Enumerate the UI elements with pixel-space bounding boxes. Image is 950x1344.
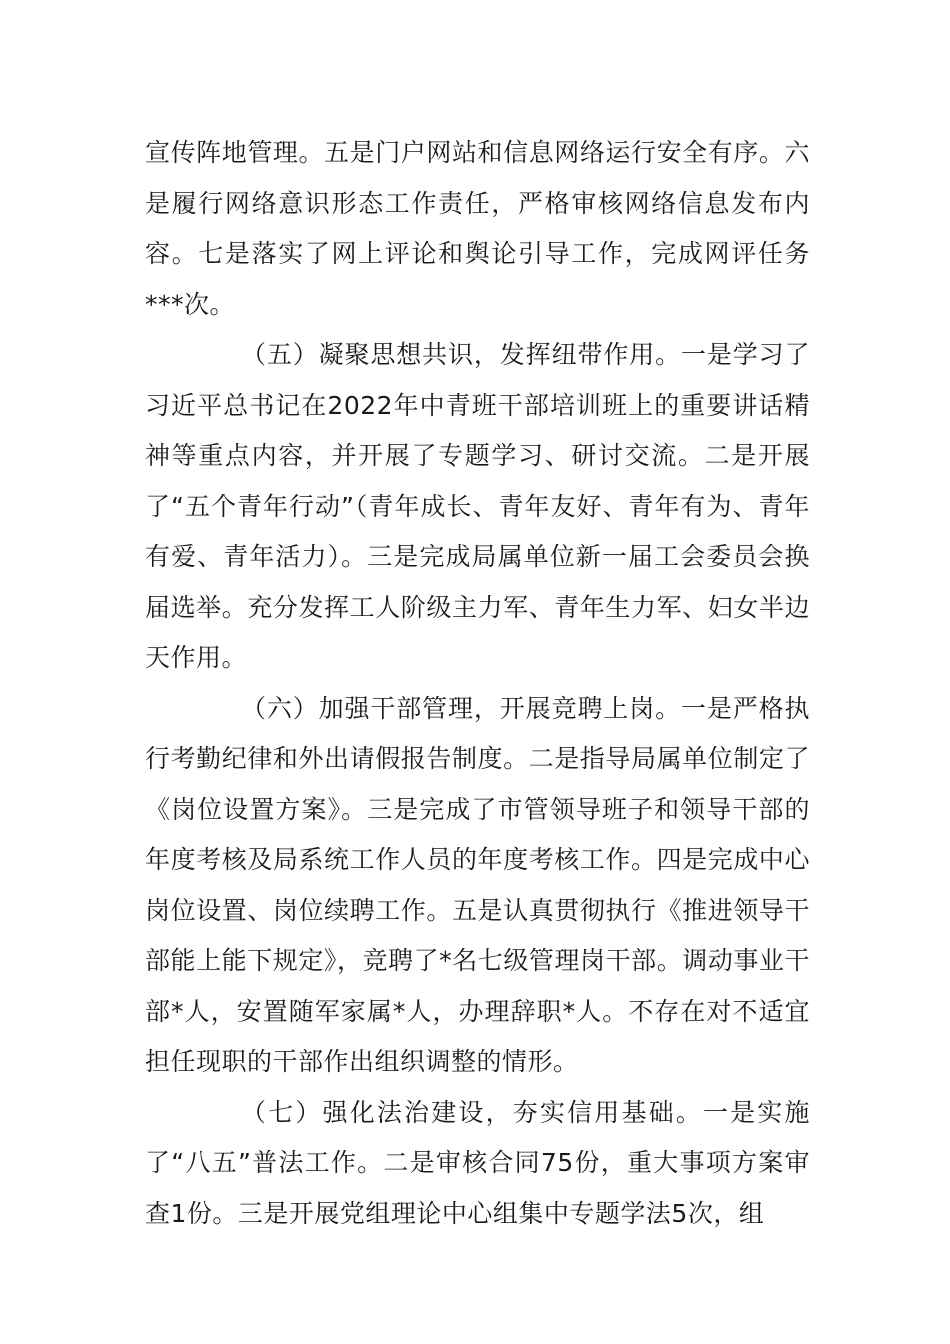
paragraph-section-5: （五）凝聚思想共识，发挥纽带作用。一是学习了习近平总书记在2022年中青班干部培训班上的重要讲话精神等重点内容，并开展了专题学习、研讨交流。二是开展了“五个青年行动”（青年成长、青年友好、青年有为、青年有爱、青年活力）。三是完成局属单位新一届工会委员会换届选举。充分发挥工人阶级主力军、青年生力军、妇女半边天作用。 xyxy=(145,340,810,672)
paragraph-section-7: （七）强化法治建设，夯实信用基础。一是实施了“八五”普法工作。二是审核合同75份，重大事项方案审查1份。三是开展党组理论中心组集中专题学法5次，组 xyxy=(145,1097,810,1228)
document-body xyxy=(145,128,810,1239)
paragraph-continued: 宣传阵地管理。五是门户网站和信息网络运行安全有序。六是履行网络意识形态工作责任，严格审核网络信息发布内容。七是落实了网上评论和舆论引导工作，完成网评任务***次。 xyxy=(145,138,810,319)
paragraph-section-6: （六）加强干部管理，开展竞聘上岗。一是严格执行考勤纪律和外出请假报告制度。二是指导局属单位制定了《岗位设置方案》。三是完成了市管领导班子和领导干部的年度考核及局系统工作人员的年度考核工作。四是完成中心岗位设置、岗位续聘工作。五是认真贯彻执行《推进领导干部能上能下规定》，竞聘了*名七级管理岗干部。调动事业干部*人，安置随军家属*人，办理辞职*人。不存在对不适宜担任现职的干部作出组织调整的情形。 xyxy=(145,693,810,1076)
